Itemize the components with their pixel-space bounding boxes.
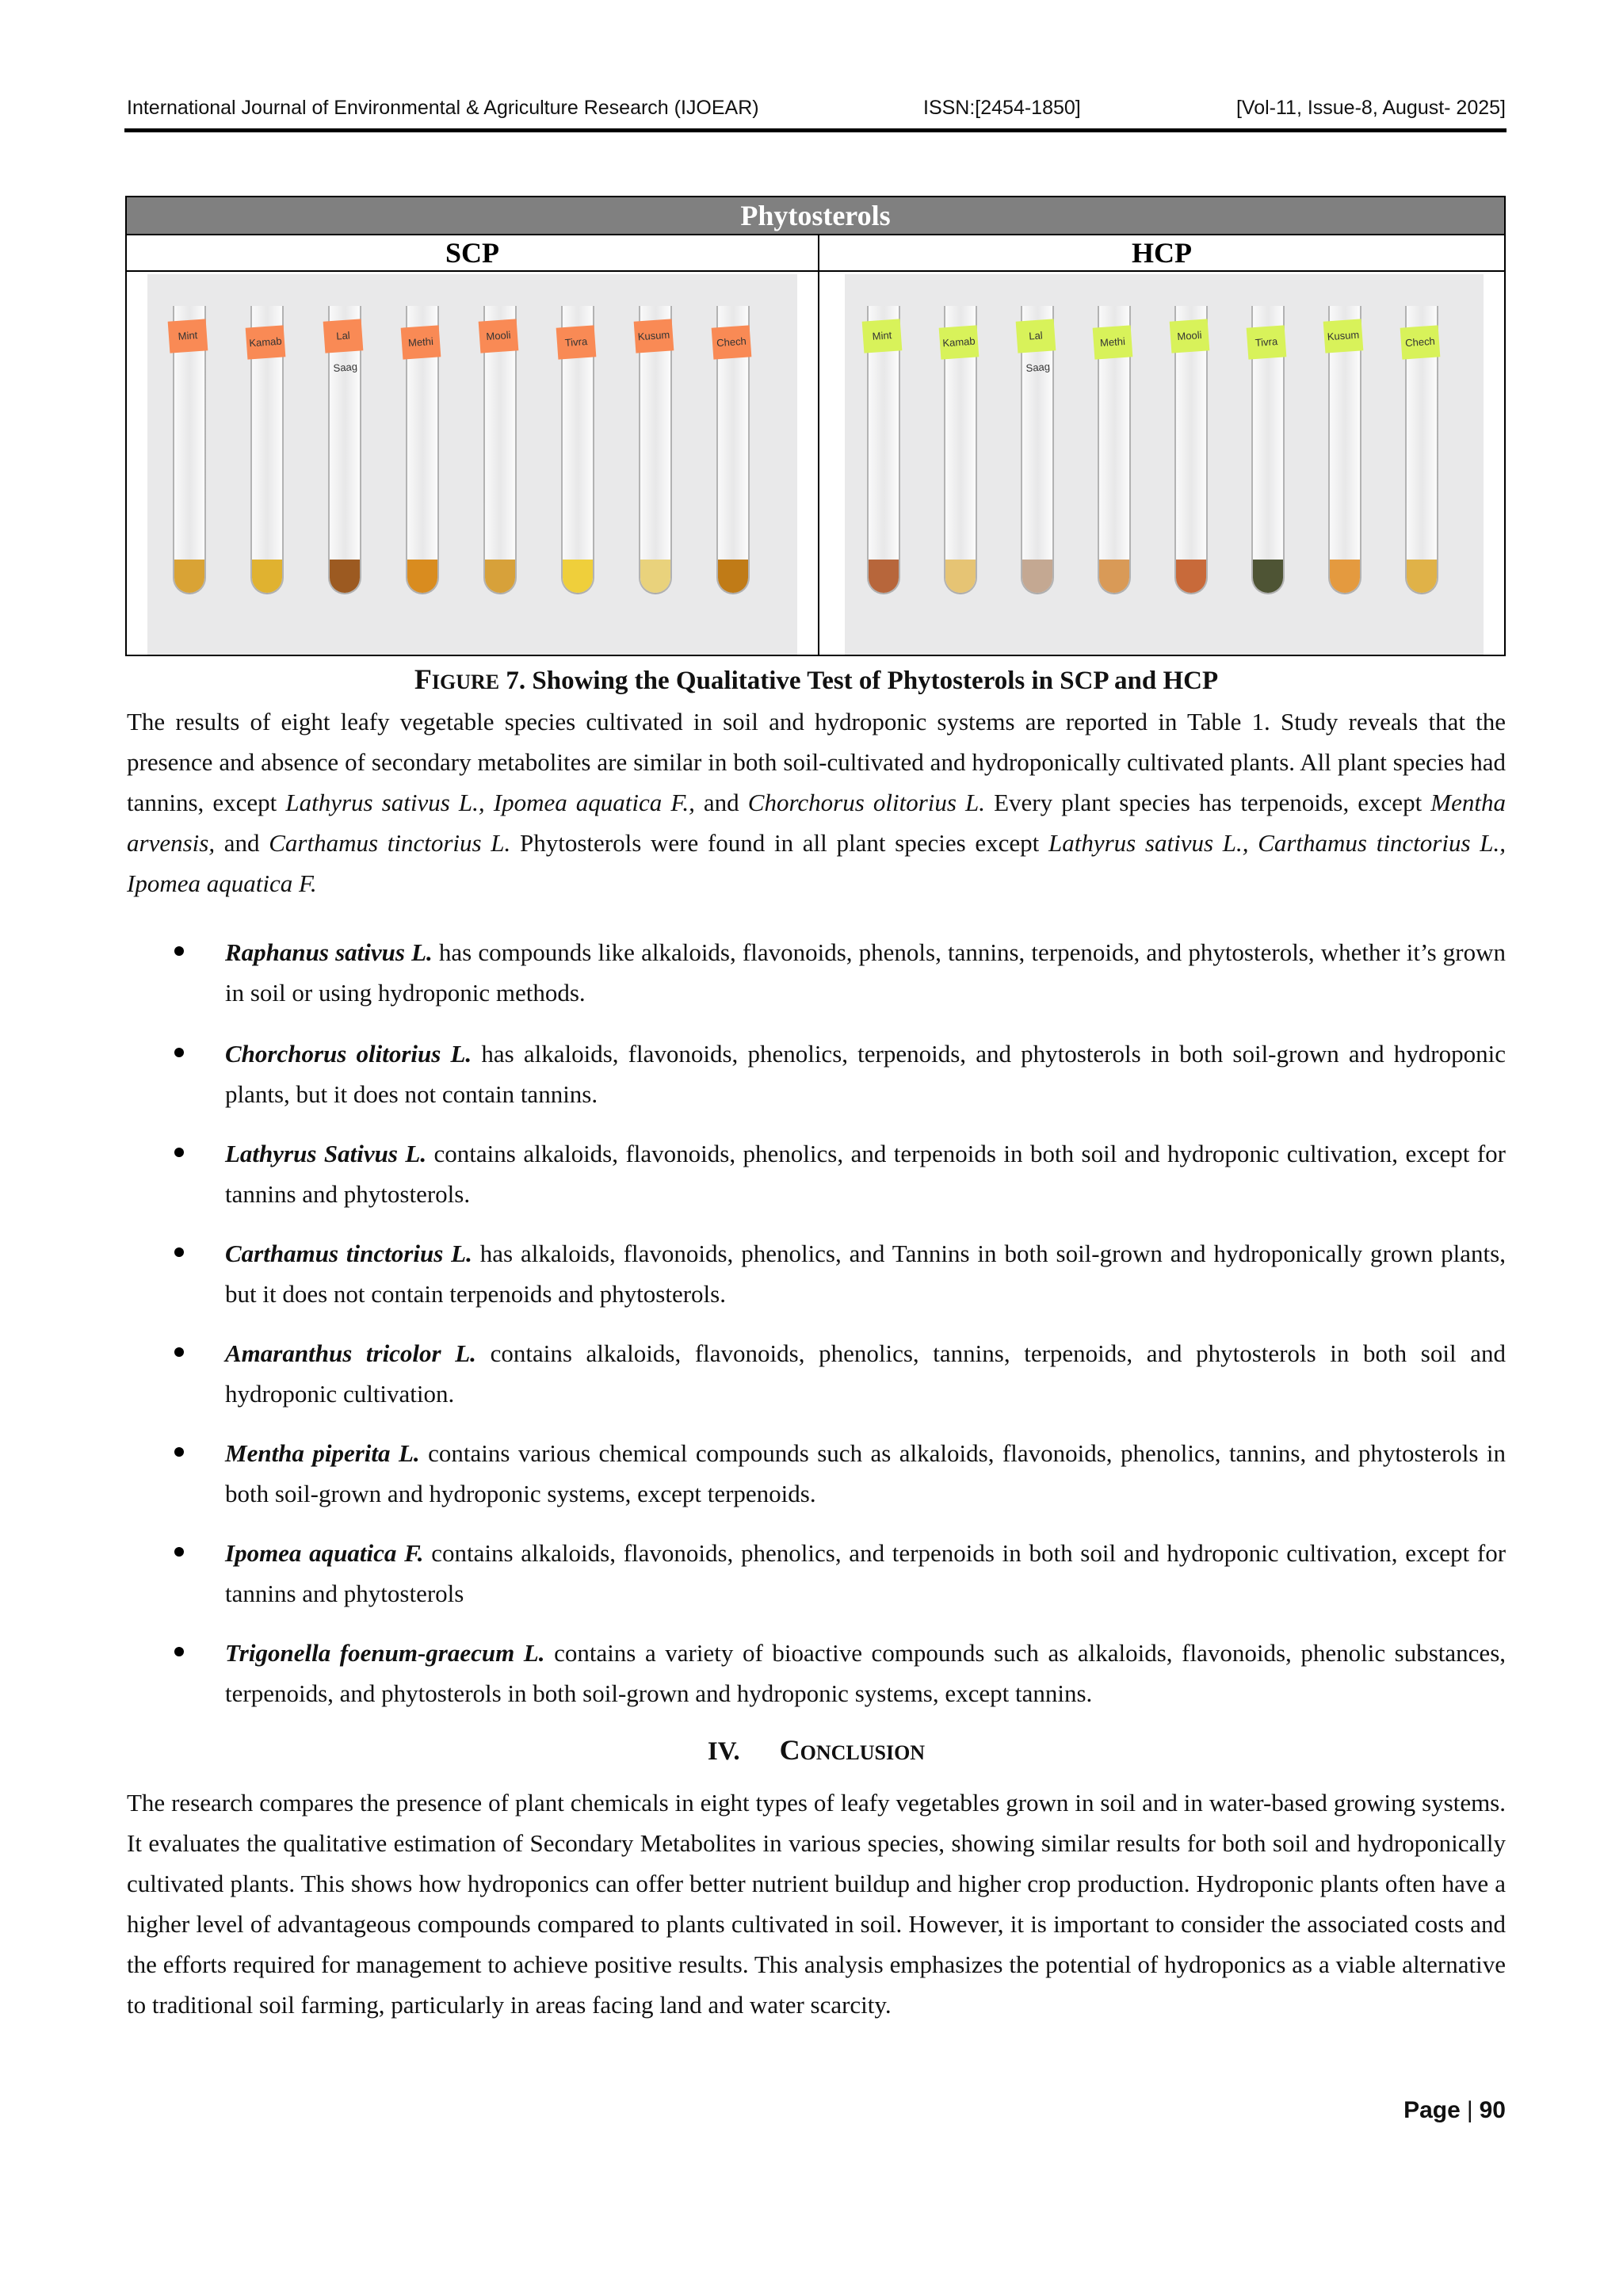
results-species-5: Lathyrus sativus L., Carthamus tinctorius L., Ipomea aquatica F. — [127, 829, 1506, 897]
results-species-3: Mentha arvensis, — [127, 789, 1506, 857]
figure-caption-text: Showing the Qualitative Test of Phytosterols in SCP and HCP — [532, 667, 1219, 695]
column-divider — [818, 272, 819, 656]
tube-label: Mooli — [479, 319, 519, 353]
species-name: Trigonella foenum-graecum L. — [225, 1639, 545, 1667]
species-description: contains alkaloids, flavonoids, phenolics, tannins, terpenoids, and phytosterols in both soil and hydroponic cultivation. — [225, 1339, 1506, 1408]
tube-label: Mint — [862, 319, 903, 353]
header-rule — [124, 128, 1507, 132]
tube-label: Lal Saag — [323, 319, 364, 353]
tube-label: Mint — [168, 319, 208, 353]
test-tube — [1328, 306, 1361, 594]
test-tube — [1021, 306, 1054, 594]
test-tube — [1098, 306, 1131, 594]
tube-liquid — [1253, 560, 1283, 593]
page-label: Page — [1403, 2097, 1461, 2123]
section-title: CONCLUSION — [779, 1734, 926, 1766]
species-description: has compounds like alkaloids, flavonoids, phenols, tannins, terpenoids, and phytosterols, whether it’s grown in soil or using hydroponic methods. — [225, 938, 1506, 1007]
test-tube — [328, 306, 361, 594]
species-name: Ipomea aquatica F. — [225, 1539, 424, 1567]
results-species-1: Lathyrus sativus L., Ipomea aquatica F., — [285, 789, 695, 816]
tube-label: Tivra — [556, 325, 597, 359]
tube-liquid — [1099, 560, 1129, 593]
results-text-1: The results of eight leafy vegetable species cultivated in soil and hydroponic systems are reported in Table 1. Study reveals that the presence and absence of secondary metabolites are similar in both soil-cultivated and hydroponically cultivated plants. All plant species had tannins, except — [127, 708, 1506, 816]
test-tube — [1251, 306, 1285, 594]
bullet-icon — [174, 1148, 184, 1157]
species-description: contains a variety of bioactive compounds such as alkaloids, flavonoids, phenolic substances, terpenoids, and phytosterols in both soil-grown and hydroponic systems, except tannins. — [225, 1639, 1507, 1707]
tube-label: Mooli — [1170, 319, 1210, 353]
figure-table — [125, 196, 1506, 656]
scp-test-tube-photo — [147, 274, 797, 655]
results-paragraph — [127, 701, 1506, 904]
test-tube — [716, 306, 750, 594]
species-description: contains alkaloids, flavonoids, phenolics, and terpenoids in both soil and hydroponic cultivation, except for tannins and phytosterols — [225, 1539, 1507, 1607]
tube-liquid — [718, 560, 748, 593]
page-separator: | — [1466, 2097, 1473, 2123]
results-text-4: and — [215, 829, 269, 857]
hcp-test-tube-photo — [845, 274, 1484, 655]
bullet-icon — [174, 946, 184, 956]
journal-name: International Journal of Environmental & Agriculture Research (IJOEAR) — [127, 97, 759, 119]
tube-liquid — [640, 560, 670, 593]
figure-table-title: Phytosterols — [127, 197, 1504, 235]
tube-liquid — [563, 560, 593, 593]
tube-liquid — [407, 560, 437, 593]
species-description: contains various chemical compounds such as alkaloids, flavonoids, phenolics, tannins, and phytosterols in both soil-grown and hydroponic systems, except terpenoids. — [225, 1439, 1506, 1507]
results-species-2: Chorchorus olitorius L. — [747, 789, 986, 816]
page-number — [1379, 2097, 1506, 2124]
species-name: Chorchorus olitorius L. — [225, 1040, 472, 1068]
results-text-3: Every plant species has terpenoids, except — [985, 789, 1431, 816]
tube-label: Chech — [1400, 325, 1441, 359]
test-tube — [1405, 306, 1438, 594]
tube-label: Chech — [712, 325, 752, 359]
species-name: Carthamus tinctorius L. — [225, 1240, 472, 1267]
tube-label: Methi — [1093, 325, 1133, 359]
tube-liquid — [1176, 560, 1206, 593]
journal-issn: ISSN:[2454-1850] — [923, 97, 1081, 119]
species-description: has alkaloids, flavonoids, phenolics, terpenoids, and phytosterols in both soil-grown and hydroponic plants, but it does not contain tannins. — [225, 1040, 1506, 1108]
test-tube — [173, 306, 206, 594]
results-text-2: and — [694, 789, 748, 816]
tube-liquid — [330, 560, 360, 593]
species-description: contains alkaloids, flavonoids, phenolics, and terpenoids in both soil and hydroponic cultivation, except for tannins and phytosterols. — [225, 1140, 1507, 1208]
column-header-scp: SCP — [127, 234, 819, 272]
column-header-hcp: HCP — [819, 234, 1504, 272]
results-text-5: Phytosterols were found in all plant species except — [510, 829, 1048, 857]
tube-liquid — [252, 560, 282, 593]
tube-liquid — [869, 560, 899, 593]
figure-caption — [127, 663, 1506, 699]
test-tube — [1174, 306, 1208, 594]
tube-liquid — [1407, 560, 1437, 593]
tube-label: Methi — [401, 325, 441, 359]
tube-label: Kamab — [246, 325, 286, 359]
test-tube — [561, 306, 594, 594]
tube-label: Kusum — [634, 319, 674, 353]
species-description: has alkaloids, flavonoids, phenolics, and Tannins in both soil-grown and hydroponically grown plants, but it does not contain terpenoids and phytosterols. — [225, 1240, 1506, 1308]
species-name: Amaranthus tricolor L. — [225, 1339, 476, 1367]
species-name: Raphanus sativus L. — [225, 938, 433, 966]
test-tube — [639, 306, 672, 594]
running-header — [127, 94, 1506, 125]
test-tube — [483, 306, 517, 594]
tube-label: Kamab — [939, 325, 980, 359]
species-name: Mentha piperita L. — [225, 1439, 420, 1467]
section-number: IV. — [707, 1737, 740, 1766]
bullet-icon — [174, 1347, 184, 1357]
tube-liquid — [1022, 560, 1052, 593]
bullet-icon — [174, 1647, 184, 1656]
test-tube — [941, 306, 977, 594]
bullet-icon — [174, 1247, 184, 1257]
bullet-icon — [174, 1447, 184, 1457]
tube-label: Lal Saag — [1016, 319, 1056, 353]
test-tube — [406, 306, 439, 594]
figure-caption-number: 7. — [506, 667, 526, 695]
section-heading-conclusion — [127, 1733, 1506, 1771]
bullet-icon — [174, 1048, 184, 1057]
test-tube — [867, 306, 900, 594]
tube-liquid — [174, 560, 204, 593]
tube-label: Tivra — [1247, 325, 1287, 359]
tube-liquid — [1330, 560, 1360, 593]
bullet-icon — [174, 1547, 184, 1557]
tube-liquid — [485, 560, 515, 593]
page-number-value: 90 — [1479, 2097, 1506, 2123]
results-species-4: Carthamus tinctorius L. — [269, 829, 511, 857]
test-tube — [250, 306, 284, 594]
conclusion-paragraph: The research compares the presence of plant chemicals in eight types of leafy vegetables grown in soil and in water-based growing systems. It evaluates the qualitative estimation of Secondary Metabolites in various species, showing similar results for both soil and hydroponically cultivated plants. This shows how hydroponics can offer better nutrient buildup and higher crop production. Hydroponic plants often have a higher level of advantageous compounds compared to plants cultivated in soil. However, it is important to consider the associated costs and the efforts required for management to achieve positive results. This analysis emphasizes the potential of hydroponics as a viable alternative to traditional soil farming, particularly in areas facing land and water scarcity. — [127, 1789, 1506, 2019]
species-name: Lathyrus Sativus L. — [225, 1140, 427, 1167]
journal-volume: [Vol-11, Issue-8, August- 2025] — [1235, 97, 1506, 119]
tube-label: Kusum — [1323, 319, 1364, 353]
tube-liquid — [945, 560, 976, 593]
figure-caption-prefix: FIGURE — [414, 663, 500, 695]
